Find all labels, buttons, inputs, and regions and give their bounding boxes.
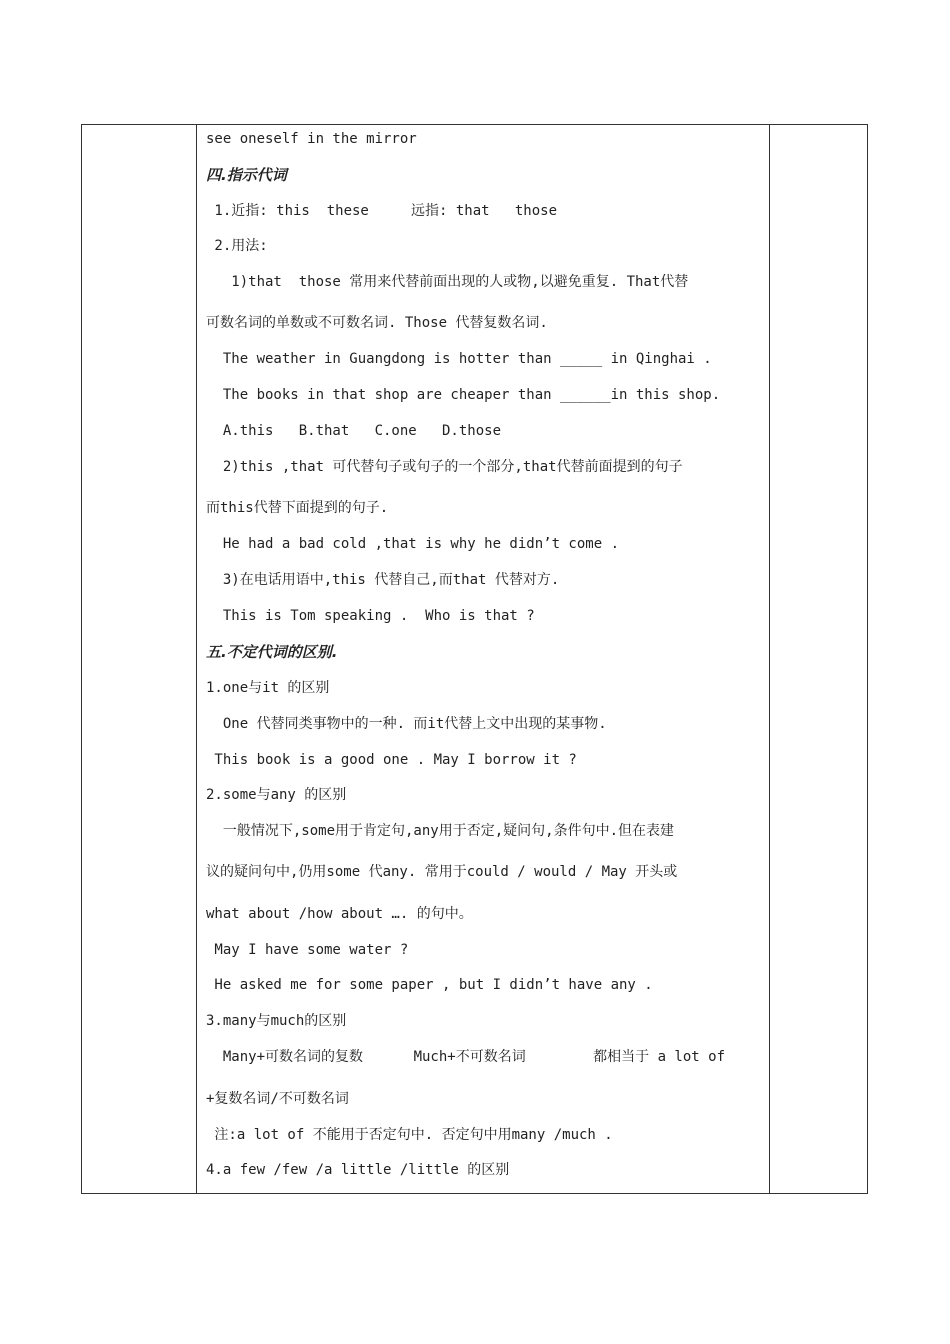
answer-options: A.this B.that C.one D.those — [206, 423, 502, 439]
text-line: what about /how about …. 的句中。 — [206, 906, 473, 922]
text-line: 议的疑问句中,仍用some 代any. 常用于could / would / May 开头或 — [206, 864, 678, 880]
text-line: 可数名词的单数或不可数名词. Those 代替复数名词. — [206, 315, 548, 331]
text-line: 一般情况下,some用于肯定句,any用于否定,疑问句,条件句中.但在表建 — [206, 823, 675, 839]
text-line: 而this代替下面提到的句子. — [206, 500, 389, 516]
example-sentence: He had a bad cold ,that is why he didn’t come . — [206, 536, 620, 552]
text-line: 3)在电话用语中,this 代替自己,而that 代替对方. — [206, 572, 560, 588]
subheading: 3.many与much的区别 — [206, 1013, 347, 1029]
text-line: 2)this ,that 可代替句子或句子的一个部分,that代替前面提到的句子 — [206, 459, 683, 475]
example-sentence: The weather in Guangdong is hotter than _____ in Qinghai . — [206, 351, 712, 367]
subheading: 2.some与any 的区别 — [206, 787, 347, 803]
example-sentence: This is Tom speaking . Who is that ? — [206, 608, 535, 624]
text-line: +复数名词/不可数名词 — [206, 1091, 349, 1107]
left-column-divider — [196, 125, 197, 1193]
text-line: Many+可数名词的复数 Much+不可数名词 都相当于 a lot of — [206, 1049, 726, 1065]
text-line: 1)that those 常用来代替前面出现的人或物,以避免重复. That代替 — [206, 274, 689, 290]
lesson-table — [81, 124, 868, 1194]
example-sentence: May I have some water ? — [206, 942, 409, 958]
text-line: see oneself in the mirror — [206, 131, 417, 147]
subheading: 1.one与it 的区别 — [206, 680, 330, 696]
text-line: One 代替同类事物中的一种. 而it代替上文中出现的某事物. — [206, 716, 607, 732]
text-line: 1.近指: this these 远指: that those — [206, 203, 558, 219]
example-sentence: This book is a good one . May I borrow it ? — [206, 752, 577, 768]
text-line: 2.用法: — [206, 238, 268, 254]
example-sentence: The books in that shop are cheaper than ______in this shop. — [206, 387, 721, 403]
subheading: 4.a few /few /a little /little 的区别 — [206, 1162, 510, 1178]
section-heading-indefinite-pronouns: 五.不定代词的区别. — [206, 643, 338, 661]
section-heading-demonstrative-pronouns: 四.指示代词 — [206, 166, 287, 184]
right-column-divider — [769, 125, 770, 1193]
example-sentence: He asked me for some paper , but I didn’t have any . — [206, 977, 653, 993]
note-line: 注:a lot of 不能用于否定句中. 否定句中用many /much . — [206, 1127, 613, 1143]
